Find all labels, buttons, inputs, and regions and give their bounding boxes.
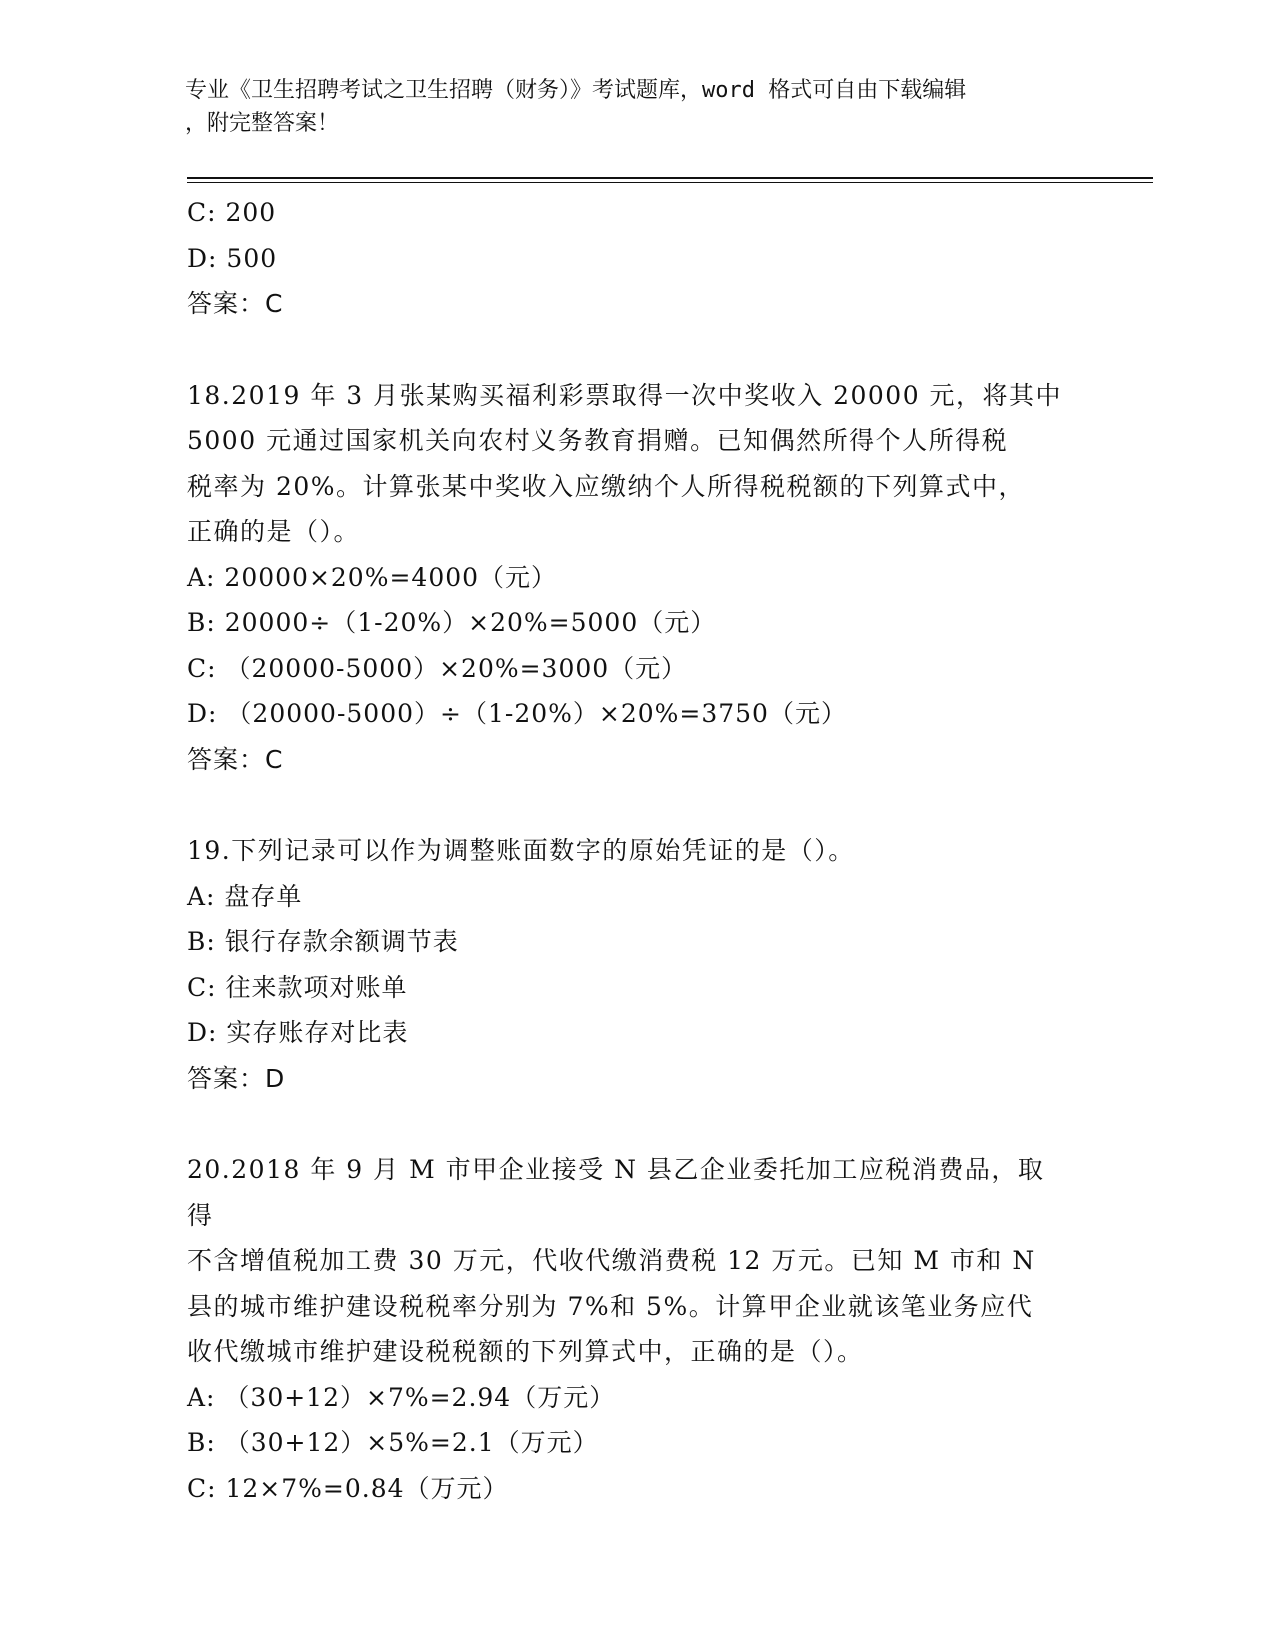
header-divider-thin [187,182,1153,183]
option-c: C: 12×7%=0.84（万元） [187,1473,509,1503]
question-17-tail [187,190,1087,327]
option-d: D: 实存账存对比表 [187,1018,409,1047]
option-a: A: 20000×20%=4000（元） [187,562,558,592]
question-19 [187,828,1087,1101]
question-18 [187,373,1087,783]
answer-line: 答案：D [187,1063,286,1093]
stem-line: 18.2019 年 3 月张某购买福利彩票取得一次中奖收入 20000 元，将其中 [187,380,1063,410]
answer-line: 答案：C [187,744,284,774]
question-content [187,190,1087,1511]
option-b: B: （30+12）×5%=2.1（万元） [187,1428,599,1457]
option-d: D: （20000-5000）÷（1-20%）×20%=3750（元） [187,699,847,728]
stem-line: 税率为 20%。计算张某中奖收入应缴纳个人所得税税额的下列算式中， [187,471,1026,501]
answer-line: 答案：C [187,289,284,318]
option-a: A: 盘存单 [187,881,303,911]
question-20 [187,1147,1087,1511]
question-stem [187,828,1067,874]
page-header [185,74,1085,140]
stem-line: 5000 元通过国家机关向农村义务教育捐赠。已知偶然所得个人所得税 [187,426,1009,455]
header-divider [187,177,1153,179]
stem-line: 收代缴城市维护建设税税额的下列算式中，正确的是（）。 [187,1337,864,1366]
option-d: D: 500 [187,243,278,273]
stem-line: 20.2018 年 9 月 M 市甲企业接受 N 县乙企业委托加工应税消费品，取得 [187,1155,1045,1230]
stem-line: 县的城市维护建设税税率分别为 7%和 5%。计算甲企业就该笔业务应代 [187,1291,1034,1321]
option-b: B: 20000÷（1-20%）×20%=5000（元） [187,608,717,637]
header-title-line1: 专业《卫生招聘考试之卫生招聘（财务）》考试题库，word 格式可自由下载编辑 [185,78,967,103]
option-c: C: （20000-5000）×20%=3000（元） [187,653,688,683]
option-b: B: 银行存款余额调节表 [187,927,459,956]
stem-line: 不含增值税加工费 30 万元，代收代缴消费税 12 万元。已知 M 市和 N [187,1246,1036,1275]
stem-line: 19.下列记录可以作为调整账面数字的原始凭证的是（）。 [187,836,855,865]
option-a: A: （30+12）×7%=2.94（万元） [187,1382,616,1412]
stem-line: 正确的是（）。 [187,517,361,546]
question-stem [187,373,1067,555]
option-c: C: 200 [187,198,277,227]
option-c: C: 往来款项对账单 [187,972,408,1002]
question-stem [187,1147,1067,1375]
header-title-line2: ，附完整答案！ [185,111,340,136]
